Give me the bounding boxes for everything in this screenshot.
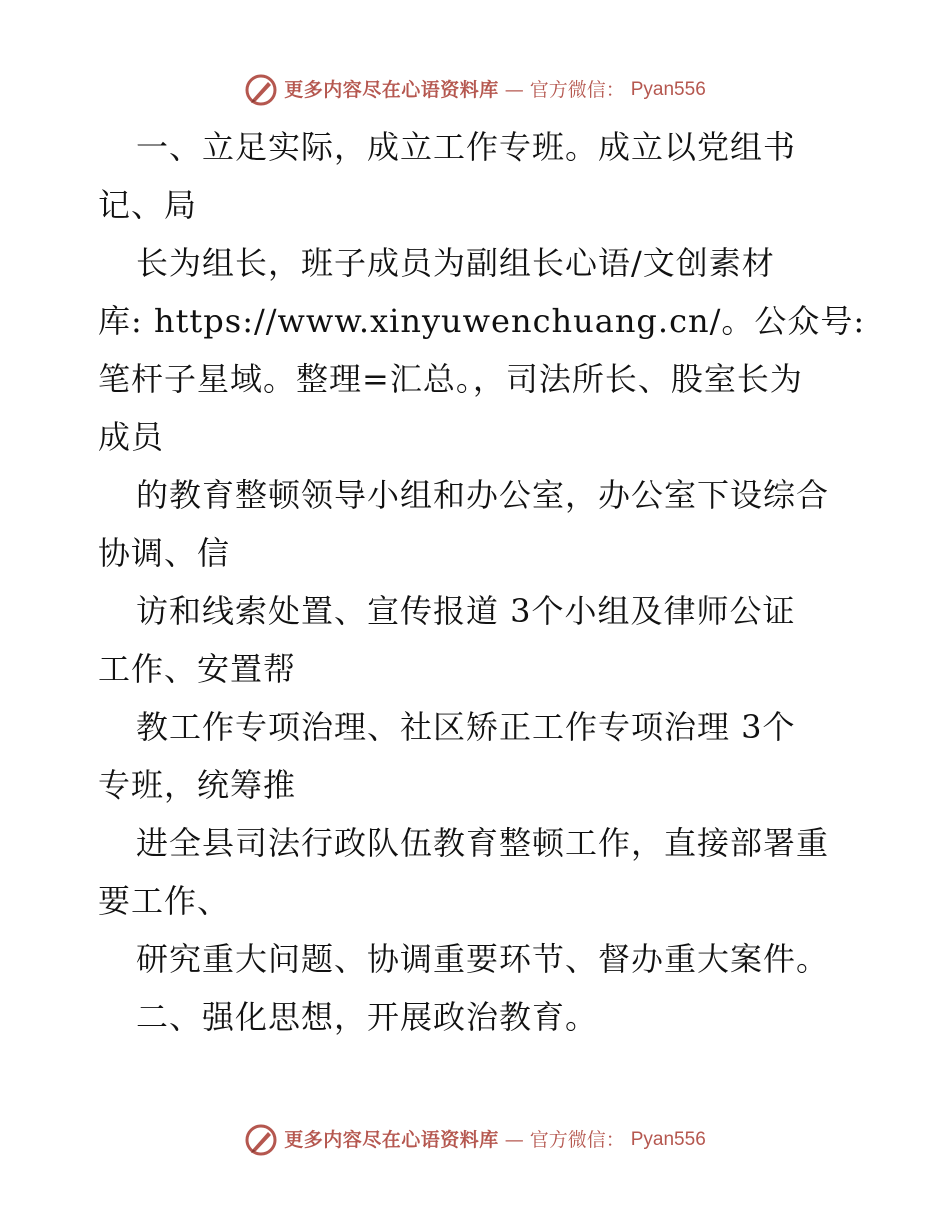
quill-pen-logo-icon [244,73,278,107]
banner-wechat-id: Pyan556 [630,79,706,100]
text-line: 教工作专项治理、社区矫正工作专项治理 3个 [136,708,796,746]
text-line: 研究重大问题、协调重要环节、督办重大案件。 [136,940,830,978]
banner-wechat-label: 官方微信： [529,1129,625,1151]
banner-title: 更多内容尽在心语资料库 [284,79,499,101]
text-line: 工作、安置帮 [98,650,297,688]
text-line: 专班，统筹推 [98,766,297,804]
header-banner [0,70,950,110]
text-line: 进全县司法行政队伍教育整顿工作，直接部署重 [136,824,830,862]
text-line: 协调、信 [98,534,231,572]
text-line: 成员 [98,418,165,456]
text-line: 笔杆子星域。整理=汇总。，司法所长、股室长为 [98,360,803,398]
banner-dash: — [504,1129,524,1151]
banner-title: 更多内容尽在心语资料库 [284,1129,499,1151]
text-line: 库: https://www.xinyuwenchuang.cn/。公众号: [98,302,866,340]
text-line: 长为组长，班子成员为副组长心语/文创素材 [136,244,775,282]
text-line: 二、强化思想，开展政治教育。 [136,998,599,1036]
text-line: 记、局 [98,186,198,224]
banner-dash: — [504,79,524,101]
banner-wechat-id: Pyan556 [630,1129,706,1150]
footer-banner [0,1120,950,1160]
text-line: 要工作、 [98,882,231,920]
text-line: 访和线索处置、宣传报道 3个小组及律师公证 [136,592,796,630]
document-body [98,118,868,1046]
text-line: 一、立足实际，成立工作专班。成立以党组书 [136,128,797,166]
banner-wechat-label: 官方微信： [529,79,625,101]
quill-pen-logo-icon [244,1123,278,1157]
text-line: 的教育整顿领导小组和办公室，办公室下设综合 [136,476,830,514]
